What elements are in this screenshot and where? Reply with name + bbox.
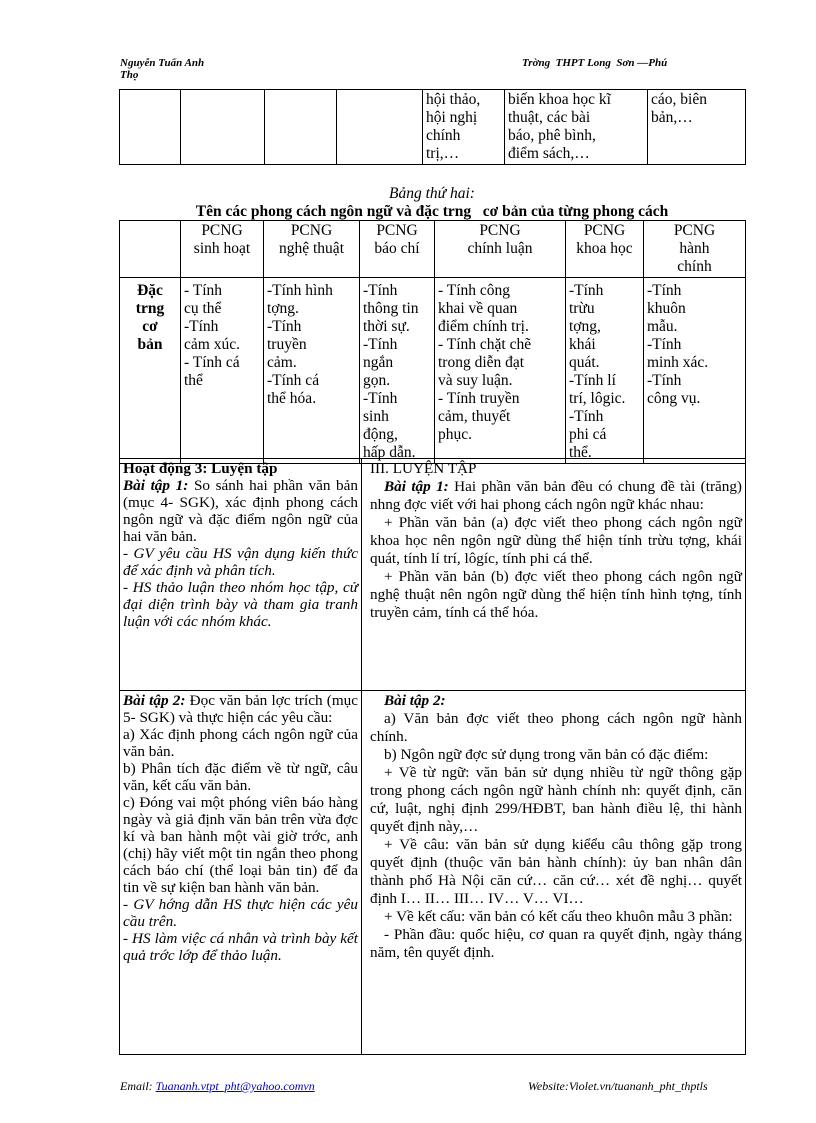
header-sinh-hoat: PCNG sinh hoạt	[181, 221, 264, 278]
top-cell-5: hội thảo, hội nghị chính trị,…	[423, 90, 505, 165]
top-cell-7: cáo, biên bản,…	[648, 90, 746, 165]
ex2-right-point-3: + Về từ ngữ: văn bản sử dụng nhiều từ ngữ thông gặp trong phong cách ngôn ngữ hành chính nh: quyết định, căn cứ, luật, nghị định 299/HĐBT, ban hành điều lệ, thi hành quyết định này,…	[370, 764, 742, 835]
ex2-right-label: Bài tập 2:	[384, 692, 446, 709]
cell-hanh-chinh: -Tính khuôn mẫu. -Tính minh xác. -Tính công vụ.	[644, 278, 746, 464]
header-school: Trờng THPT Long Sơn —Phú	[522, 57, 668, 69]
ex2-left-item-a: a) Xác định phong cách ngôn ngữ của văn bản.	[123, 726, 358, 760]
ex2-left-item-b: b) Phân tích đặc điểm về từ ngữ, câu văn, kết cấu văn bản.	[123, 760, 358, 794]
top-table	[119, 89, 746, 165]
ex1-left-text: So sánh hai phần văn bản (mục 4- SGK), xác định phong cách ngôn ngữ và đặc điểm ngôn ngữ của hai văn bản.	[123, 477, 358, 545]
header-bao-chi: PCNG báo chí	[360, 221, 435, 278]
top-cell-2	[181, 90, 265, 165]
ex2-right-point-4: + Về câu: văn bản sử dụng kiểểu câu thông gặp trong quyết định (thuộc văn bản hành chính): ủy ban nhân dân thành phố Hà Nội căn cứ… căn cứ… xét đề nghị… quyết định I… II… III… IV… V… VI…	[370, 836, 742, 907]
exercise1-right	[362, 459, 746, 691]
top-cell-4	[337, 90, 423, 165]
ex1-right-text: Hai phần văn bản đều có chung đề tài (trăng) nhng đợc viết với hai phong cách ngôn ngữ khác nhau:	[370, 478, 742, 513]
footer-email-link[interactable]: Tuananh.vtpt_pht@yahoo.comvn	[155, 1079, 315, 1093]
activity-right-title: III. LUYỆN TẬP	[370, 460, 477, 477]
ex1-left-note-1: - GV yêu cầu HS vận dụng kiến thức để xác định và phân tích.	[123, 545, 358, 579]
ex2-left-label: Bài tập 2:	[123, 692, 186, 709]
header-chinh-luan: PCNG chính luận	[435, 221, 566, 278]
top-cell-1	[120, 90, 181, 165]
exercise2-left	[120, 691, 362, 1055]
footer-email	[120, 1079, 315, 1094]
styles-table-corner	[120, 221, 181, 278]
cell-khoa-hoc: -Tính trừu tợng, khái quát. -Tính lí trí, lôgic. -Tính phi cá thể.	[566, 278, 644, 464]
top-cell-6: biến khoa học kĩ thuật, các bài báo, phê bình, điểm sách,…	[505, 90, 648, 165]
footer-email-label: Email:	[120, 1079, 156, 1093]
ex2-left-note-2: - HS làm việc cá nhân và trình bày kết quả trớc lớp để thảo luận.	[123, 930, 358, 964]
footer-website	[528, 1079, 708, 1094]
exercise1-left	[120, 459, 362, 691]
row-label: Đặc trng cơ bản	[120, 278, 181, 464]
ex1-right-point-2: + Phần văn bản (b) đợc viết theo phong cách ngôn ngữ nghệ thuật nên ngôn ngữ dùng thể hiện tính hình tợng, tính truyền cảm, tính cá thể hóa.	[370, 568, 742, 621]
ex2-right-point-5: + Về kết cấu: văn bản có kết cấu theo khuôn mẫu 3 phần:	[384, 908, 733, 925]
footer-website-label: Website:	[528, 1079, 569, 1093]
ex2-right-point-2: b) Ngôn ngữ đợc sử dụng trong văn bản có đặc điểm:	[384, 746, 709, 763]
header-nghe-thuat: PCNG nghệ thuật	[264, 221, 360, 278]
ex1-left-label: Bài tập 1:	[123, 477, 189, 494]
ex1-right-label: Bài tập 1:	[384, 478, 449, 495]
table2-caption: Bảng thứ hai:	[389, 185, 475, 202]
ex1-left-note-2: - HS thảo luận theo nhóm học tập, cử đại diện trình bày và tham gia tranh luận với các nhóm khác.	[123, 579, 358, 630]
cell-sinh-hoat: - Tính cụ thể -Tính cảm xúc. - Tính cá thể	[181, 278, 264, 464]
table2-title: Tên các phong cách ngôn ngữ và đặc trng cơ bản của từng phong cách	[195, 203, 669, 220]
activity-title: Hoạt động 3: Luyện tập	[123, 460, 278, 477]
cell-chinh-luan: - Tính công khai về quan điểm chính trị. - Tính chặt chẽ trong diễn đạt và suy luận. - Tính truyền cảm, thuyết phục.	[435, 278, 566, 464]
exercise2-right	[362, 691, 746, 1055]
cell-nghe-thuat: -Tính hình tợng. -Tính truyền cảm. -Tính cá thể hóa.	[264, 278, 360, 464]
header-hanh-chinh: PCNG hành chính	[644, 221, 746, 278]
activity-table	[119, 458, 746, 1055]
header-khoa-hoc: PCNG khoa học	[566, 221, 644, 278]
styles-table	[119, 220, 746, 464]
ex2-right-point-6: - Phần đầu: quốc hiệu, cơ quan ra quyết định, ngày tháng năm, tên quyết định.	[370, 926, 742, 961]
ex2-right-point-1: a) Văn bản đợc viết theo phong cách ngôn ngữ hành chính.	[370, 710, 742, 745]
cell-bao-chi: -Tính thông tin thời sự. -Tính ngắn gọn. -Tính sinh động, hấp dẫn.	[360, 278, 435, 464]
header-author: Nguyễn Tuấn Anh Thọ	[120, 57, 205, 81]
top-cell-3	[265, 90, 337, 165]
ex2-left-note-1: - GV hớng dẫn HS thực hiện các yêu cầu trên.	[123, 896, 358, 930]
ex1-right-point-1: + Phần văn bản (a) đợc viết theo phong cách ngôn ngữ khoa học nên ngôn ngữ dùng thể hiện tính trừu tợng, khái quát, tính lí trí, lôgíc, tính phi cá thể.	[370, 514, 742, 567]
ex2-left-text: Đọc văn bản lợc trích (mục 5- SGK) và thực hiện các yêu cầu:	[123, 692, 358, 726]
ex2-left-item-c: c) Đóng vai một phóng viên báo hàng ngày và giả định văn bản trên vừa đợc kí và ban hành một vài giờ trớc, anh (chị) hãy viết một tin ngắn theo phong cách báo chí (thể loại bản tin) để đa tin về sự kiện ban hành văn bản.	[123, 794, 358, 896]
footer-website-url: Violet.vn/tuananh_pht_thptls	[568, 1079, 708, 1093]
